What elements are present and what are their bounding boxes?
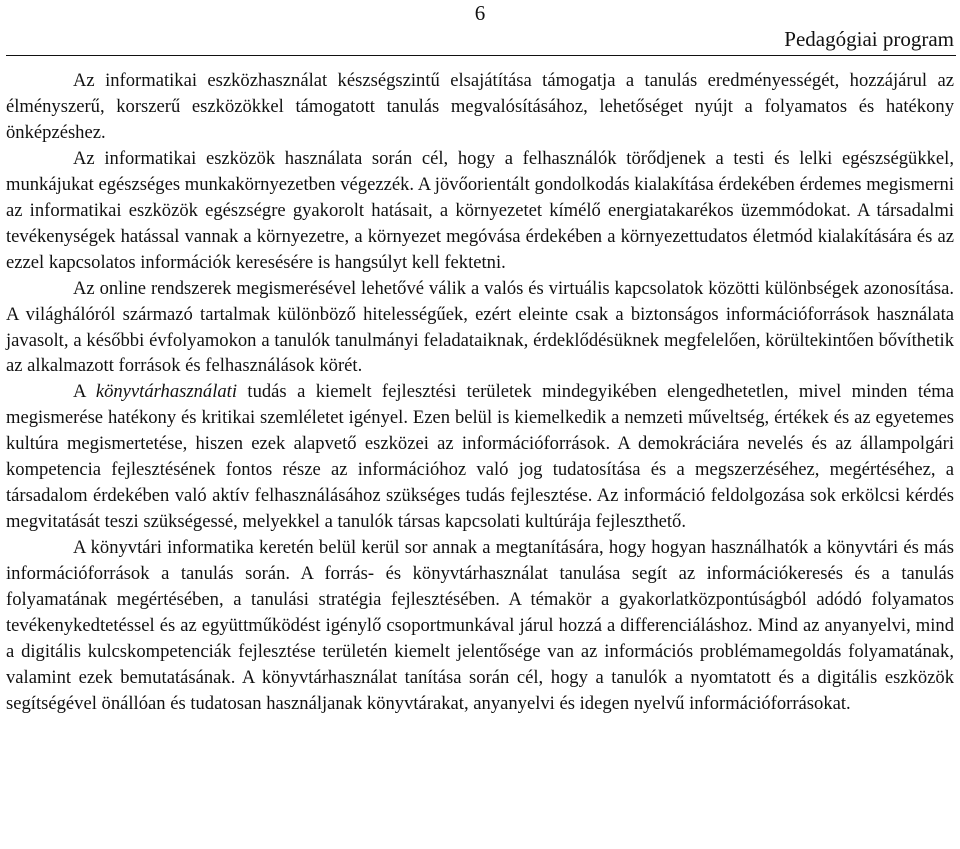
paragraph-konyvtarhasznalat-lead: A — [73, 381, 96, 403]
paragraph-konyvtarhasznalat — [6, 379, 954, 535]
paragraph-konyvtari-informatika: A könyvtári informatika keretén belül kerül sor annak a megtanítására, hogy hogyan használhatók a könyvtári és más információforrások a tanulás során. A forrás- és könyvtárhasználat tanulása segít az információkeresés és a tanulás folyamatának megértésében, a tanulási stratégia fejlesztésében. A témakör a gyakorlatközpontúságból adódó folyamatos tevékenykedtetéssel és az együttműködést igénylő csoportmunkával járul hozzá a differenciáláshoz. Mind az anyanyelvi, mind a digitális kulcskompetenciák fejlesztése területén kiemelt jelentősége van az információs problémamegoldás folyamatának, valamint ezek bemutatásának. A könyvtárhasználat tanítása során cél, hogy a tanulók a nyomtatott és a digitális eszközök segítségével önállóan és tudatosan használjanak könyvtárakat, anyanyelvi és idegen nyelvű információforrásokat. — [6, 537, 954, 714]
paragraph-eszkozhasznalat: Az informatikai eszközhasználat készségszintű elsajátítása támogatja a tanulás eredményességét, hozzájárul az élményszerű, korszerű eszközökkel támogatott tanulás megvalósításához, lehetőséget nyújt a folyamatos és hatékony önképzéshez. — [6, 70, 954, 143]
paragraph-konyvtarhasznalat-term: könyvtárhasználati — [95, 381, 237, 403]
paragraph-konyvtarhasznalat-rest: tudás a kiemelt fejlesztési területek mindegyikében elengedhetetlen, mivel minden téma megismerése hatékony és kritikai szemléletet igényel. Ezen belül is kiemelkedik a nemzeti műveltség, értékek és az egyetemes kultúra megismertetése, hiszen ezek alapvető eszközei az információforrások. A demokráciára nevelés és az állampolgári kompetencia fejlesztésének fontos része az információhoz való jog tudatosítása és a megszerzéséhez, megértéséhez, a társadalom érdekében való aktív felhasználásához szükséges tudás fejlesztése. Az információ feldolgozása sok erkölcsi kérdés megvitatását teszi szükségessé, melyekkel a tanulók társas kapcsolati kultúrája fejleszthető. — [6, 381, 954, 533]
page-number: 6 — [474, 1, 486, 25]
running-header-title: Pedagógiai program — [784, 27, 954, 51]
paragraph-egeszseg: Az informatikai eszközök használata során cél, hogy a felhasználók törődjenek a testi és lelki egészségükkel, munkájukat egészséges munkakörnyezetben végezzék. A jövőorientált gondolkodás kialakítása érdekében érdemes megismerni az informatikai eszközök egészségre gyakorolt hatásait, a környezetet kímélő energiatakarékos üzemmódokat. A társadalmi tevékenységek hatással vannak a környezetre, a környezet megóvása érdekében a környezettudatos életmód kialakítására és az ezzel kapcsolatos információk keresésére is hangsúlyt kell fektetni. — [6, 147, 954, 273]
header-rule — [6, 55, 956, 56]
document-body — [6, 68, 954, 717]
paragraph-online-rendszerek: Az online rendszerek megismerésével lehetővé válik a valós és virtuális kapcsolatok közötti különbségek azonosítása. A világhálóról származó tartalmak különböző hitelességűek, ezért eleinte csak a biztonságos információforrások használata javasolt, a későbbi évfolyamokon a tanulók tanulmányi feladataiknak, érdeklődésüknek megfelelően, körültekintően bővíthetik az alkalmazott források és felhasználások körét. — [6, 277, 954, 377]
